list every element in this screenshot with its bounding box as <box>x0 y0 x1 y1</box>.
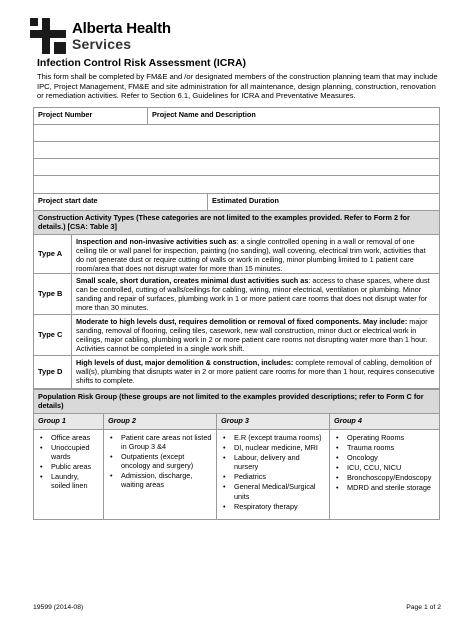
ahs-logo <box>30 18 171 54</box>
ahs-logo-mark-icon <box>30 18 66 54</box>
list-item: • MDRD and sterile storage <box>343 483 435 492</box>
activity-types-table <box>33 210 440 389</box>
project-name-label: Project Name and Description <box>152 110 256 119</box>
list-item: • Public areas <box>47 462 99 471</box>
form-title: Infection Control Risk Assessment (ICRA) <box>37 57 247 69</box>
type-d-description: High levels of dust, major demolition & construction, includes: complete removal of cabling, demolition of wall(s), plumbing that disrupts water in 2 or more patient care rooms for more than 1 hour, requires consecutive shifts to complete. <box>76 358 435 386</box>
group-2-title: Group 2 <box>104 414 217 429</box>
estimated-duration-label: Estimated Duration <box>212 196 279 205</box>
group-1-title: Group 1 <box>34 414 104 429</box>
list-item: • ICU, CCU, NICU <box>343 463 435 472</box>
list-item: • Trauma rooms <box>343 443 435 452</box>
list-item: • Laundry, soiled linen <box>47 472 99 490</box>
group-3-list <box>217 430 330 519</box>
list-item: • Admission, discharge, waiting areas <box>117 471 212 489</box>
list-item: • Office areas <box>47 433 99 442</box>
list-item: • E.R (except trauma rooms) <box>230 433 325 442</box>
form-number: 19599 (2014-08) <box>33 604 84 611</box>
list-item: • Pediatrics <box>230 472 325 481</box>
list-item: • Operating Rooms <box>343 433 435 442</box>
group-4-title: Group 4 <box>334 416 362 425</box>
type-d-label: Type D <box>34 356 72 388</box>
type-b-label: Type B <box>34 274 72 314</box>
list-item: • Outpatients (except oncology and surgery) <box>117 452 212 470</box>
project-field-row[interactable] <box>34 159 439 175</box>
type-c-description: Moderate to high levels dust, requires demolition or removal of fixed components. May include: major sanding, removal of flooring, ceiling tiles, casework, new wall construction, minor duct or electrical work in ceilings, major cabling, plumbing work in 2 or more patient care rooms not disrupting water more than 1 hour. Activities cannot be completed in a single work shift. <box>76 317 428 354</box>
list-item: • DI, nuclear medicine, MRI <box>230 443 325 452</box>
group-3-title: Group 3 <box>217 414 330 429</box>
project-field-row[interactable] <box>34 142 439 158</box>
project-start-label: Project start date <box>34 194 208 210</box>
activity-header: Construction Activity Types (These categories are not limited to the examples provided. Refer to Form 2 for details.) [CSA: Table 3] <box>38 213 410 232</box>
project-field-row[interactable] <box>34 176 439 193</box>
project-info-table <box>33 107 440 194</box>
list-item: • Unoccupied wards <box>47 443 99 461</box>
form-intro: This form shall be completed by FM&E and /or designated members of the construction planning team that may include IPC, Project Management, FM&E and site administration for all maintenance, design planning, construction, renovation or remediation activities. Refer to Section 6.1, Guidelines for ICRA and Preventative Measures. <box>37 72 438 101</box>
group-2-list <box>104 430 217 519</box>
list-item: • Bronchoscopy/Endoscopy <box>343 473 435 482</box>
project-field-row[interactable] <box>34 125 439 141</box>
page-number: Page 1 of 2 <box>406 604 441 611</box>
type-c-label: Type C <box>34 315 72 355</box>
type-a-label: Type A <box>34 235 72 273</box>
group-4-list <box>330 430 439 519</box>
list-item: • Respiratory therapy <box>230 502 325 511</box>
group-1-list <box>34 430 104 519</box>
list-item: • Patient care areas not listed in Group 3 &4 <box>117 433 212 451</box>
logo-line1: Alberta Health <box>72 20 171 37</box>
project-dates-table <box>33 193 440 211</box>
population-header: Population Risk Group (these groups are not limited to the examples provided descriptions; refer to Form C for details) <box>38 392 424 411</box>
population-risk-table <box>33 389 440 520</box>
type-b-description: Small scale, short duration, creates minimal dust activities such as: access to chase spaces, where dust can be controlled, cutting of walls/ceilings for cabling, wiring, minor electrical, ventilation or plumbing. Minor sanding and repair of surfaces, plumbing work in 1 or more patient care rooms that does not disrupt water for more than 30 minutes. <box>76 276 430 313</box>
logo-line2: Services <box>72 36 132 52</box>
type-a-description: Inspection and non-invasive activities such as: a single controlled opening in a wall or removal of one ceiling tile or wall panel for inspection, painting (no sanding), wall covering, electrical trim work, activities that do not generate dust or require cutting of walls or work in ceiling, minor plumbing limited to 1 patient care room/area that does not disrupt water for more than 15 minutes. <box>76 237 426 274</box>
project-number-label: Project Number <box>34 108 148 124</box>
list-item: • General Medical/Surgical units <box>230 482 325 500</box>
list-item: • Oncology <box>343 453 435 462</box>
list-item: • Labour, delivery and nursery <box>230 453 325 471</box>
